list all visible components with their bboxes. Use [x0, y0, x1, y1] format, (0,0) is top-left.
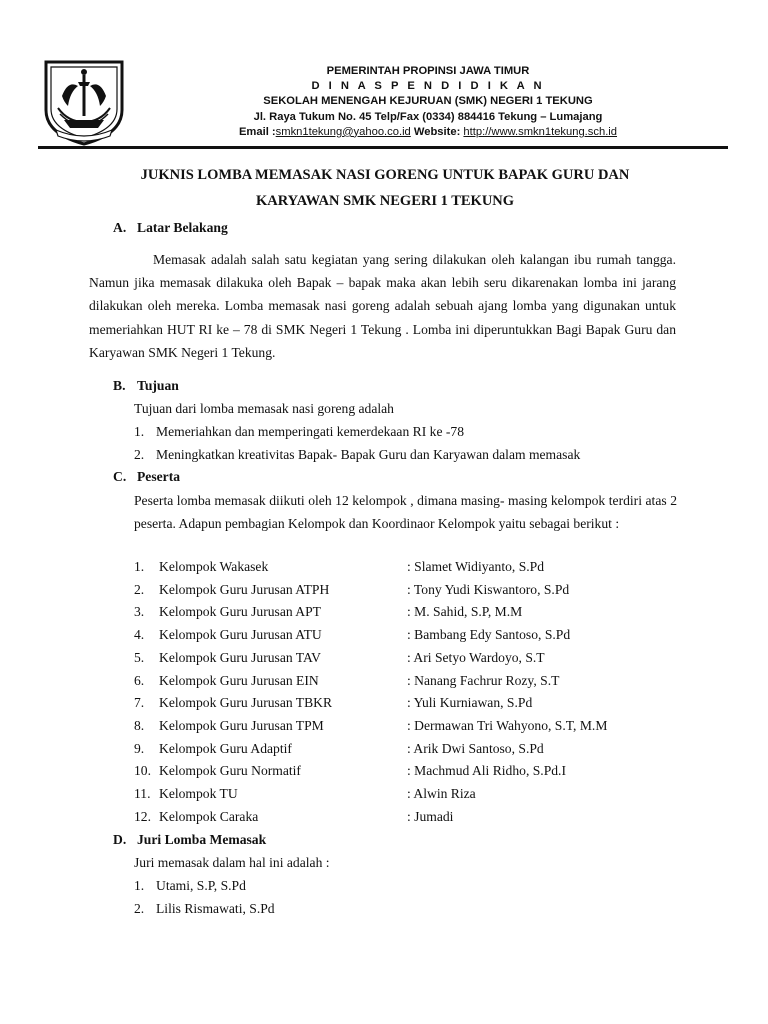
group-name: Kelompok TU — [159, 786, 238, 801]
list-text: Utami, S.P, S.Pd — [156, 878, 246, 893]
group-number: 1. — [134, 559, 145, 574]
list-item — [134, 424, 464, 440]
department-name: D I N A S P E N D I D I K A N — [311, 80, 545, 93]
section-d-heading — [113, 832, 266, 848]
letterhead-divider — [38, 146, 728, 149]
school-name: SEKOLAH MENENGAH KEJURUAN (SMK) NEGERI 1 TEKUNG — [263, 95, 593, 108]
section-letter: B. — [113, 378, 126, 393]
group-row — [134, 809, 453, 825]
website-label: Website: — [410, 125, 464, 138]
group-row — [134, 582, 569, 598]
list-item — [134, 901, 275, 917]
group-row — [134, 627, 570, 643]
group-coordinator: : Alwin Riza — [407, 786, 476, 801]
contact-line — [158, 125, 698, 140]
group-row — [134, 559, 544, 575]
section-c-heading — [113, 469, 180, 485]
group-row — [134, 763, 566, 779]
group-row — [134, 604, 522, 620]
group-number: 10. — [134, 763, 151, 779]
group-name: Kelompok Guru Jurusan APT — [159, 604, 321, 620]
group-coordinator: : Machmud Ali Ridho, S.Pd.I — [407, 763, 566, 779]
section-c-paragraph: Peserta lomba memasak diikuti oleh 12 kelompok , dimana masing- masing kelompok terdiri atas 2 peserta. Adapun pembagian Kelompok dan Koordinaor Kelompok yaitu sebagai berikut : — [134, 493, 677, 532]
list-item — [134, 447, 580, 463]
section-letter: D. — [113, 832, 127, 847]
group-row — [134, 673, 559, 689]
section-title: Peserta — [137, 469, 181, 484]
list-number: 1. — [134, 424, 145, 439]
group-number: 11. — [134, 786, 151, 801]
group-name: Kelompok Wakasek — [159, 559, 269, 574]
group-coordinator: : Ari Setyo Wardoyo, S.T — [407, 649, 545, 665]
section-b-heading — [113, 378, 179, 394]
group-row — [134, 741, 544, 757]
section-b-intro: Tujuan dari lomba memasak nasi goreng adalah — [134, 401, 394, 416]
email-label: Email : — [238, 125, 276, 138]
list-number: 1. — [134, 878, 145, 893]
group-number: 3. — [134, 604, 145, 620]
group-row — [134, 786, 476, 802]
group-coordinator: : Tony Yudi Kiswantoro, S.Pd — [407, 581, 570, 597]
section-d-intro: Juri memasak dalam hal ini adalah : — [134, 855, 330, 870]
group-name: Kelompok Guru Jurusan TBKR — [159, 695, 333, 711]
title-line-2: KARYAWAN SMK NEGERI 1 TEKUNG — [255, 193, 515, 209]
list-item — [134, 878, 246, 894]
group-number: 9. — [134, 740, 145, 756]
document-title — [100, 162, 670, 214]
group-name: Kelompok Guru Jurusan TPM — [159, 717, 324, 733]
group-name: Kelompok Guru Jurusan TAV — [159, 649, 321, 665]
list-number: 2. — [134, 901, 145, 916]
list-text: Lilis Rismawati, S.Pd — [156, 901, 275, 916]
group-number: 12. — [134, 808, 151, 824]
group-name: Kelompok Guru Jurusan EIN — [159, 672, 319, 688]
government-name: PEMERINTAH PROPINSI JAWA TIMUR — [326, 65, 530, 77]
section-letter: A. — [113, 220, 127, 235]
section-a-heading — [113, 220, 228, 236]
group-row — [134, 718, 607, 734]
group-name: Kelompok Guru Jurusan ATPH — [159, 581, 330, 597]
group-row — [134, 695, 532, 711]
letterhead-text — [158, 64, 698, 140]
group-number: 8. — [134, 717, 145, 733]
group-coordinator: : Bambang Edy Santoso, S.Pd — [407, 627, 571, 643]
group-coordinator: : Jumadi — [407, 808, 454, 824]
list-text: Meningkatkan kreativitas Bapak- Bapak Guru dan Karyawan dalam memasak — [156, 447, 581, 462]
email-link[interactable]: smkn1tekung@yahoo.co.id — [275, 125, 411, 138]
group-coordinator: : M. Sahid, S.P, M.M — [407, 604, 523, 620]
group-number: 5. — [134, 649, 145, 665]
group-coordinator: : Nanang Fachrur Rozy, S.T — [407, 672, 560, 688]
group-number: 7. — [134, 695, 145, 711]
letterhead — [38, 52, 738, 148]
group-coordinator: : Arik Dwi Santoso, S.Pd — [407, 740, 544, 756]
section-title: Tujuan — [137, 378, 179, 393]
group-name: Kelompok Guru Adaptif — [159, 740, 292, 756]
group-row — [134, 650, 545, 666]
group-name: Kelompok Guru Normatif — [159, 763, 301, 779]
section-title: Juri Lomba Memasak — [137, 832, 267, 847]
group-coordinator: : Yuli Kurniawan, S.Pd — [407, 695, 533, 711]
group-number: 4. — [134, 627, 145, 643]
list-text: Memeriahkan dan memperingati kemerdekaan RI ke -78 — [156, 424, 465, 439]
section-a-paragraph — [89, 248, 676, 364]
group-number: 6. — [134, 672, 145, 688]
section-title: Latar Belakang — [137, 220, 228, 235]
group-coordinator: : Dermawan Tri Wahyono, S.T, M.M — [407, 717, 608, 733]
list-number: 2. — [134, 447, 145, 462]
group-number: 2. — [134, 581, 145, 597]
paragraph-text: Memasak adalah salah satu kegiatan yang sering dilakukan oleh kalangan ibu rumah tangga. Namun jika memasak dilakuka oleh Bapak – bapak maka akan lebih seru dikarenakan lomba ini jarang dilakukan oleh mereka. Lomba memasak nasi goreng adalah sebuah ajang lomba yang digunakan untuk memeriahkan HUT RI ke – 78 di SMK Negeri 1 Tekung . Lomba ini diperuntukkan Bagi Bapak Guru dan Karyawan SMK Negeri 1 Tekung. — [89, 252, 676, 360]
group-name: Kelompok Caraka — [159, 808, 259, 824]
website-link[interactable]: http://www.smkn1tekung.sch.id — [463, 125, 618, 138]
group-coordinator: : Slamet Widiyanto, S.Pd — [407, 559, 545, 574]
title-line-1: JUKNIS LOMBA MEMASAK NASI GORENG UNTUK BAPAK GURU DAN — [140, 167, 630, 183]
section-letter: C. — [113, 469, 127, 484]
group-name: Kelompok Guru Jurusan ATU — [159, 627, 322, 643]
school-address: Jl. Raya Tukum No. 45 Telp/Fax (0334) 884416 Tekung – Lumajang — [253, 110, 603, 123]
east-java-emblem-logo — [38, 56, 130, 146]
